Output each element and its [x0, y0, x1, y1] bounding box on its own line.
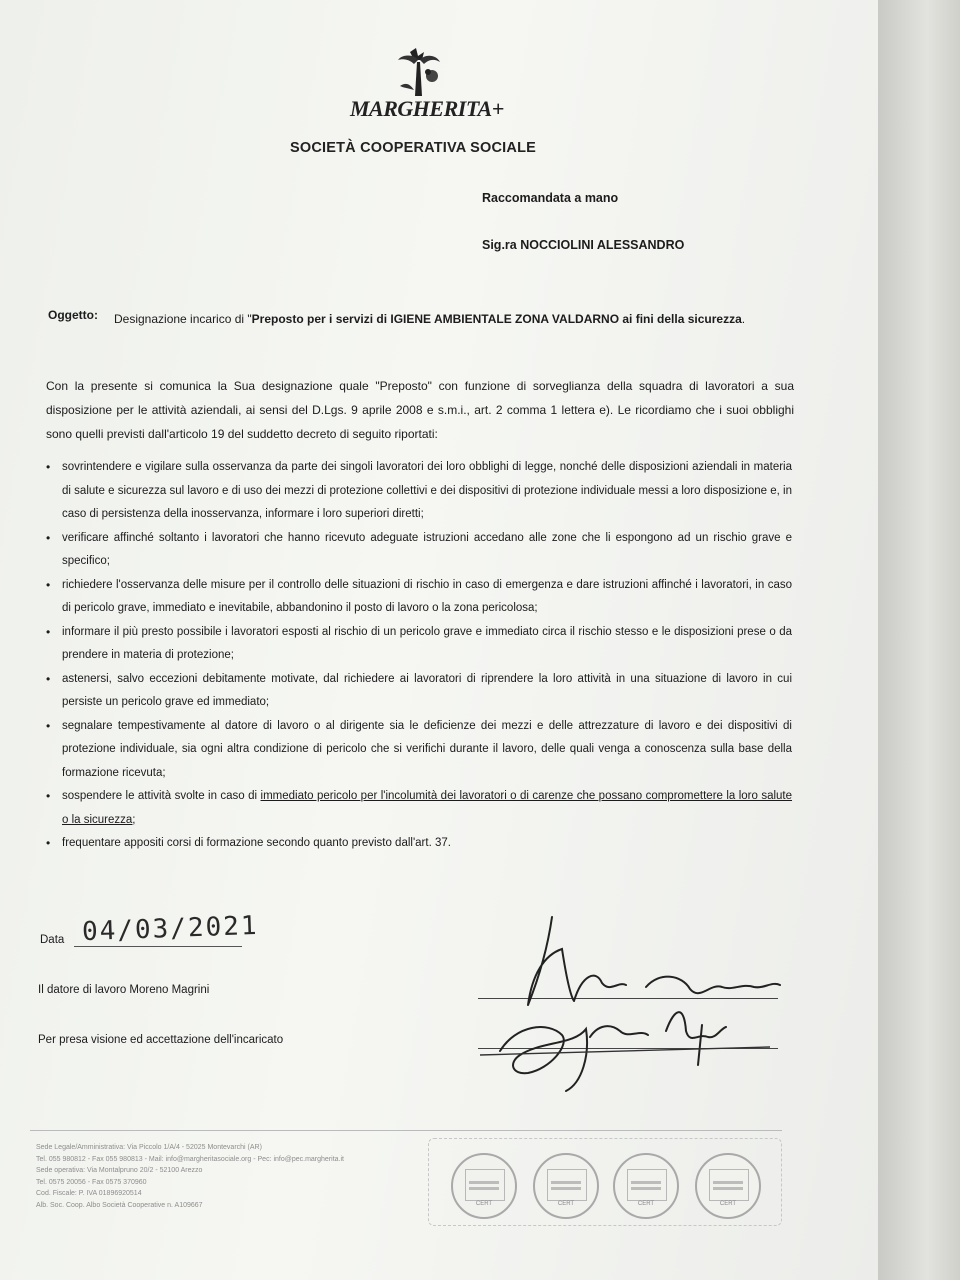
list-item: • informare il più presto possibile i lavoratori esposti al rischio di un pericolo grave e immediato circa il rischio stesso e le disposizioni prese o da prendere in materia di protezione; — [62, 621, 792, 668]
footer-line: Sede Legale/Amministrativa: Via Piccolo 1/A/4 - 52025 Montevarchi (AR) — [36, 1144, 262, 1151]
badge-bar — [469, 1181, 499, 1184]
handwritten-signatures — [470, 905, 800, 1105]
list-item: • astenersi, salvo eccezioni debitamente motivate, dal richiedere ai lavoratori di riprendere la loro attività in una situazione di lavoro in cui persiste un pericolo grave ed immediato; — [62, 668, 792, 715]
intro-paragraph — [46, 374, 794, 446]
subject-text — [114, 306, 794, 332]
palm-tree-logo-icon — [380, 46, 470, 98]
list-item: • verificare affinché soltanto i lavoratori che hanno ricevuto adeguate istruzioni accedano alle zone che li espongono ad un rischio grave e specifico; — [62, 527, 792, 574]
badge-frame — [709, 1169, 749, 1201]
badge-label: CERT — [719, 1201, 737, 1207]
society-name: SOCIETÀ COOPERATIVA SOCIALE — [290, 140, 537, 156]
certification-badge-icon — [451, 1153, 517, 1219]
list-item — [62, 785, 792, 832]
subject-bold: Preposto per i servizi di IGIENE AMBIENTALE ZONA VALDARNO ai fini della sicurezza — [251, 312, 742, 326]
footer-divider — [30, 1130, 782, 1131]
badge-frame — [547, 1169, 587, 1201]
badge-bar — [713, 1181, 743, 1184]
subject-suffix: . — [741, 312, 746, 326]
certification-badge-icon — [533, 1153, 599, 1219]
duty-7-prefix: sospendere le attività svolte in caso di — [62, 790, 261, 802]
badge-bar — [469, 1187, 499, 1190]
footer-line: Tel. 055 980812 - Fax 055 980813 - Mail: info@margheritasociale.org - Pec: info@pec.margherita.it — [36, 1155, 344, 1163]
footer-line: Sede operativa: Via Montalpruno 20/2 - 52100 Arezzo — [36, 1167, 203, 1174]
certification-badges — [428, 1138, 782, 1226]
footer-company-info — [36, 1142, 416, 1211]
badge-label: CERT — [475, 1201, 493, 1207]
list-item: • richiedere l'osservanza delle misure per il controllo delle situazioni di rischio in caso di emergenza e dare istruzioni affinché i lavoratori, in caso di pericolo grave, immediato e inevitabile, abbandonino il posto di lavoro o la zona pericolosa; — [62, 574, 792, 621]
list-item: • segnalare tempestivamente al datore di lavoro o al dirigente sia le deficienze dei mezzi e delle attrezzature di lavoro e dei dispositivi di protezione individuale, sia ogni altra condizione di pericolo che si verifichi durante il lavoro, delle quali venga a conoscenza sulla base della formazione ricevuta; — [62, 715, 792, 786]
acceptance-caption: Per presa visione ed accettazione dell'incaricato — [38, 1034, 284, 1046]
handwritten-date: 04/03/2021 — [81, 910, 260, 948]
employer-caption: Il datore di lavoro Moreno Magrini — [38, 984, 210, 996]
date-underline — [74, 946, 242, 947]
duty-7-underlined: immediato pericolo per l'incolumità dei lavoratori o di carenze che possano compromettere la loro salute o la sicurezza; — [62, 790, 793, 826]
company-logo-text: MARGHERITA+ — [350, 96, 504, 121]
subject-label: Oggetto: — [48, 308, 98, 322]
badge-frame — [627, 1169, 667, 1201]
footer-line: Tel. 0575 20056 - Fax 0575 370960 — [36, 1178, 147, 1186]
badge-bar — [551, 1187, 581, 1190]
badge-frame — [465, 1169, 505, 1201]
footer-line: Cod. Fiscale: P. IVA 01896920514 — [36, 1190, 142, 1197]
footer-line: Alb. Soc. Coop. Albo Società Cooperative n. A109667 — [36, 1201, 203, 1209]
certification-badge-icon — [613, 1153, 679, 1219]
badge-bar — [631, 1181, 661, 1184]
recipient-name: Sig.ra NOCCIOLINI ALESSANDRO — [482, 238, 685, 252]
screen-edge — [878, 0, 960, 1280]
badge-bar — [713, 1187, 743, 1190]
badge-bar — [631, 1187, 661, 1190]
intro-sentence-1: Con la presente si comunica la Sua designazione quale "Preposto" con funzione di sorveglianza della squadra di lavoratori a sua disposizione per le attività aziendali, ai sensi del D.Lgs. 9 aprile 2008 e s.m.i., art. 2 comma 1 lettera e). — [46, 379, 794, 417]
date-label: Data — [40, 934, 65, 946]
list-item: • frequentare appositi corsi di formazione secondo quanto previsto dall'art. 37. — [62, 832, 792, 856]
duties-list — [62, 456, 792, 856]
intro-sentence-2: Le ricordiamo che i suoi obblighi sono quelli previsti dall'articolo 19 del suddetto decreto di seguito riportati: — [46, 403, 794, 441]
badge-bar — [551, 1181, 581, 1184]
certification-badge-icon — [695, 1153, 761, 1219]
delivery-note: Raccomandata a mano — [482, 191, 619, 205]
badge-label: CERT — [637, 1201, 655, 1207]
badge-label: CERT — [557, 1201, 575, 1207]
subject-prefix: Designazione incarico di " — [114, 312, 252, 326]
list-item: • sovrintendere e vigilare sulla osservanza da parte dei singoli lavoratori dei loro obblighi di legge, nonché delle disposizioni aziendali in materia di salute e sicurezza sul lavoro e di uso dei mezzi di protezione collettivi e dei dispositivi di protezione individuale messi a loro disposizione e, in caso di persistenza della inosservanza, informare i loro superiori diretti; — [62, 456, 792, 527]
